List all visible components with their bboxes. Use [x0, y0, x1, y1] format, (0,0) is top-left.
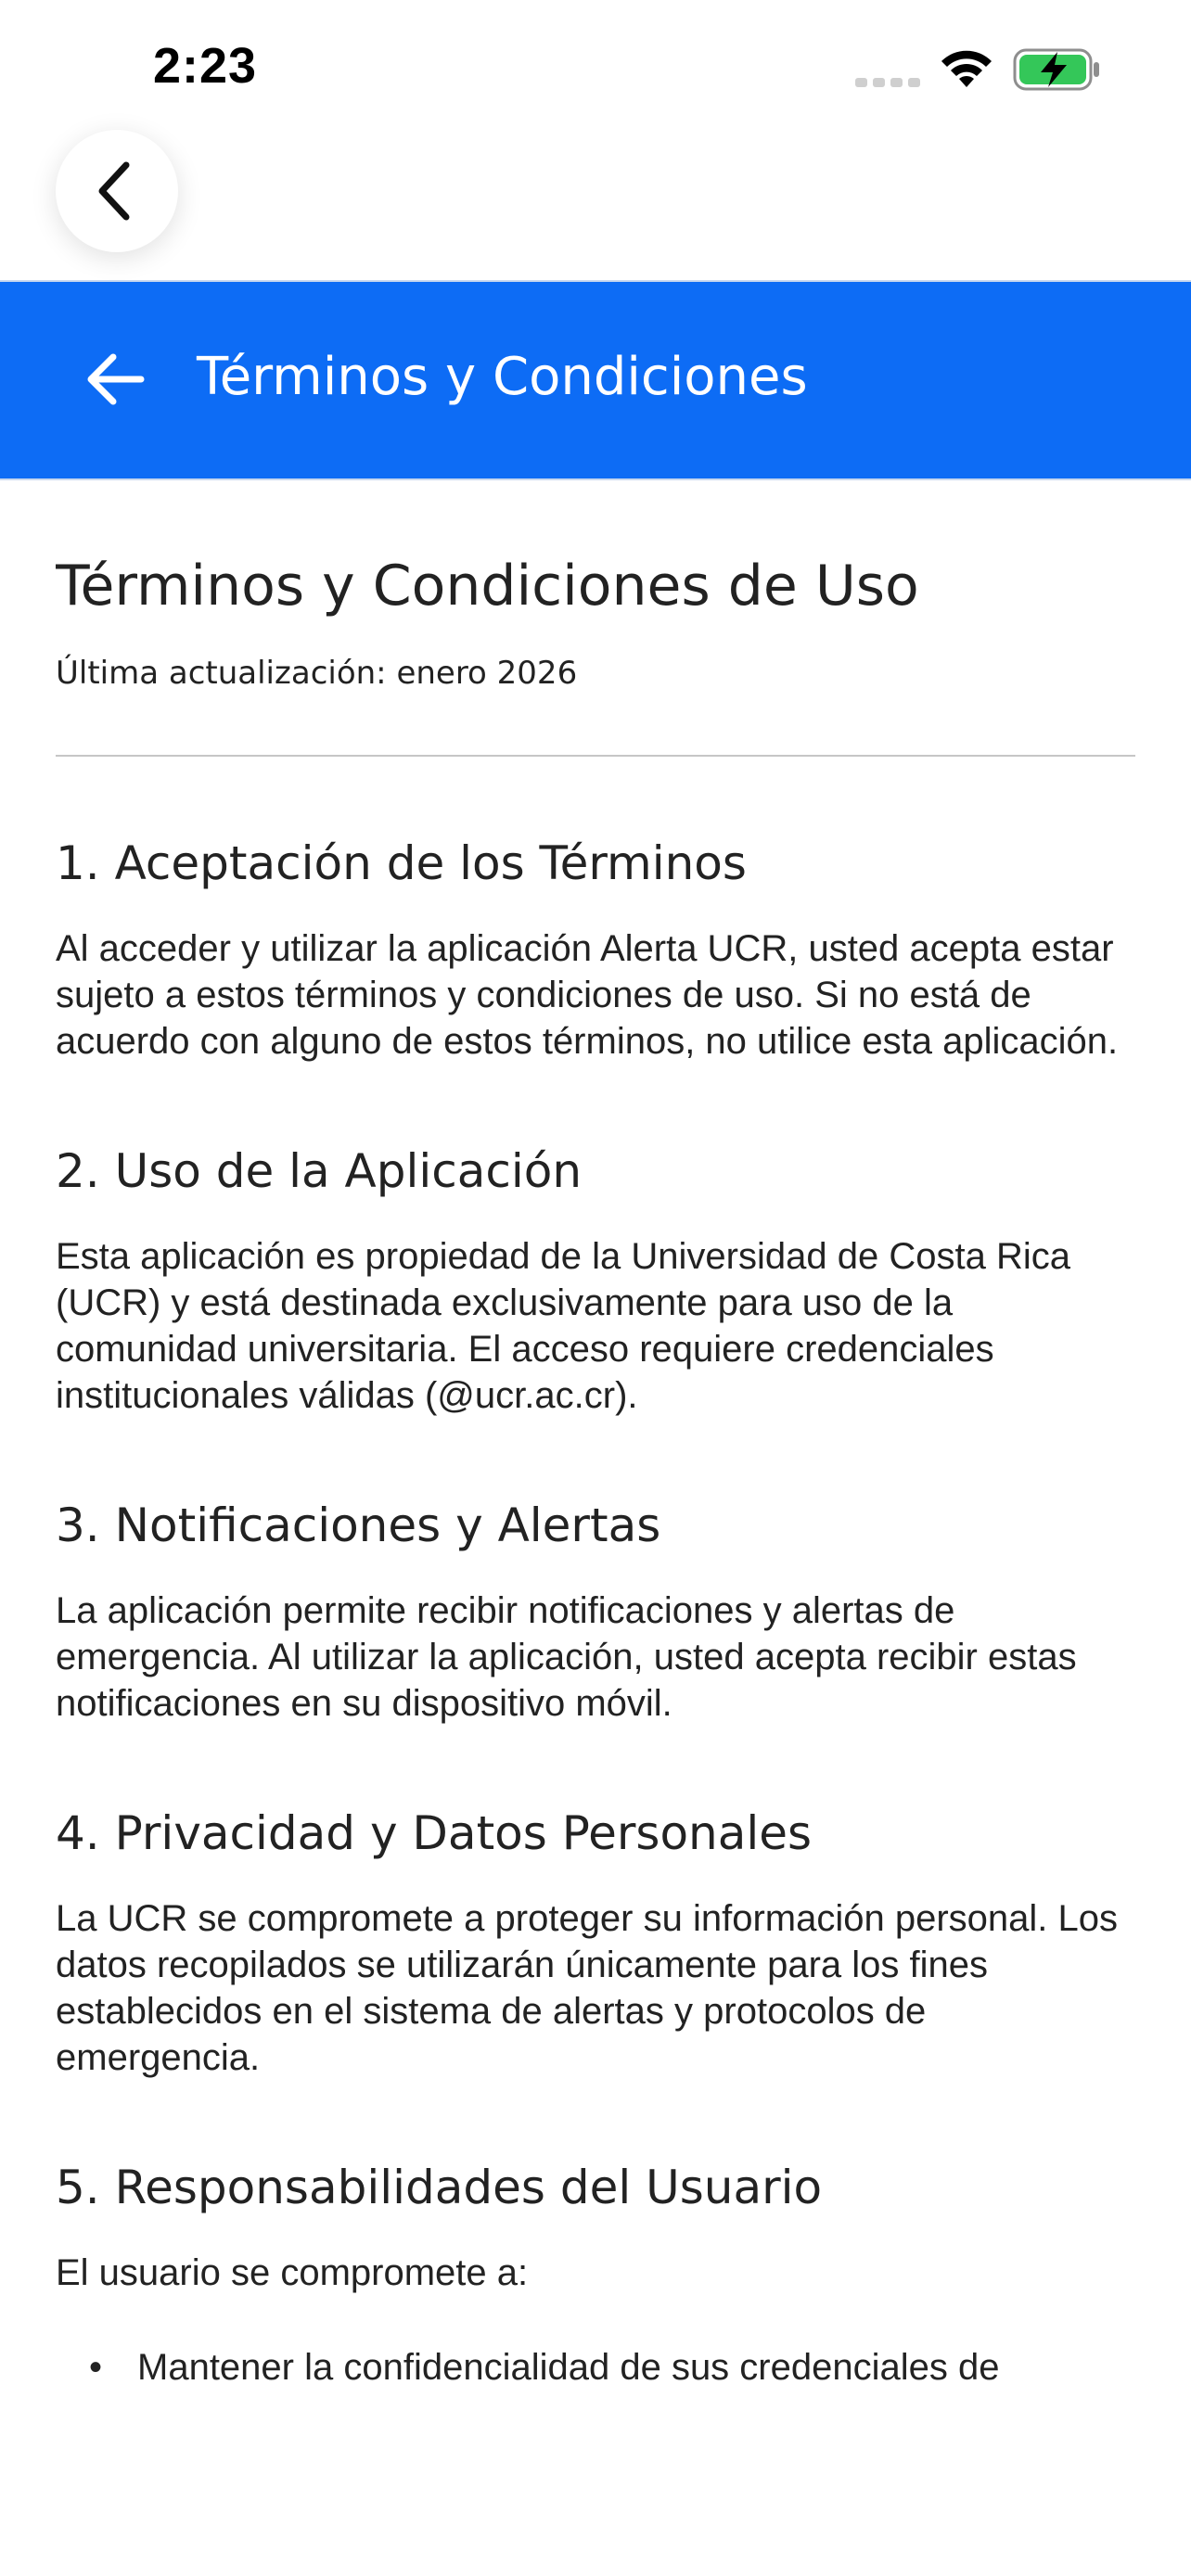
wifi-icon: [939, 48, 994, 89]
terms-content[interactable]: [56, 480, 1135, 2483]
app-bar: [0, 280, 1191, 480]
app-bar-title: Términos y Condiciones: [197, 347, 808, 407]
section-body: La aplicación permite recibir notificaciones y alertas de emergencia. Al utilizar la aplicación, usted acepta recibir estas notificaciones en su dispositivo móvil.: [56, 1590, 1077, 1724]
arrow-left-icon: [85, 351, 147, 407]
section-body: La UCR se compromete a proteger su información personal. Los datos recopilados se utilizarán únicamente para los fines establecidos en el sistema de alertas y protocolos de emergencia.: [56, 1898, 1118, 2078]
status-time: 2:23: [153, 38, 258, 94]
battery-charging-icon: [1013, 46, 1102, 93]
app-bar-back-button[interactable]: [74, 338, 158, 421]
section-heading: 3. Notificaciones y Alertas: [56, 1498, 661, 1552]
section-body: Esta aplicación es propiedad de la Universidad de Costa Rica (UCR) y está destinada exclusivamente para uso de la comunidad universitaria. El acceso requiere credenciales institucionales válidas (@ucr.ac.cr).: [56, 1236, 1070, 1416]
signal-icon: [855, 76, 920, 89]
list-item: • Mantener la confidencialidad de sus credenciales de: [56, 2344, 1135, 2391]
section-heading: 5. Responsabilidades del Usuario: [56, 2161, 823, 2214]
section-heading: 4. Privacidad y Datos Personales: [56, 1806, 813, 1860]
section-body: Al acceder y utilizar la aplicación Alerta UCR, usted acepta estar sujeto a estos términos y condiciones de uso. Si no está de acuerdo con alguno de estos términos, no utilice esta aplicación.: [56, 928, 1119, 1062]
chevron-left-icon: [91, 158, 143, 224]
page-title: Términos y Condiciones de Uso: [56, 554, 919, 618]
section-heading: 2. Uso de la Aplicación: [56, 1144, 583, 1198]
back-button[interactable]: [56, 130, 178, 252]
divider: [56, 755, 1135, 757]
last-updated-text: Última actualización: enero 2026: [56, 655, 578, 692]
section-heading: 1. Aceptación de los Términos: [56, 836, 747, 890]
status-bar: [0, 0, 1191, 139]
section-body: El usuario se compromete a:: [56, 2252, 529, 2293]
